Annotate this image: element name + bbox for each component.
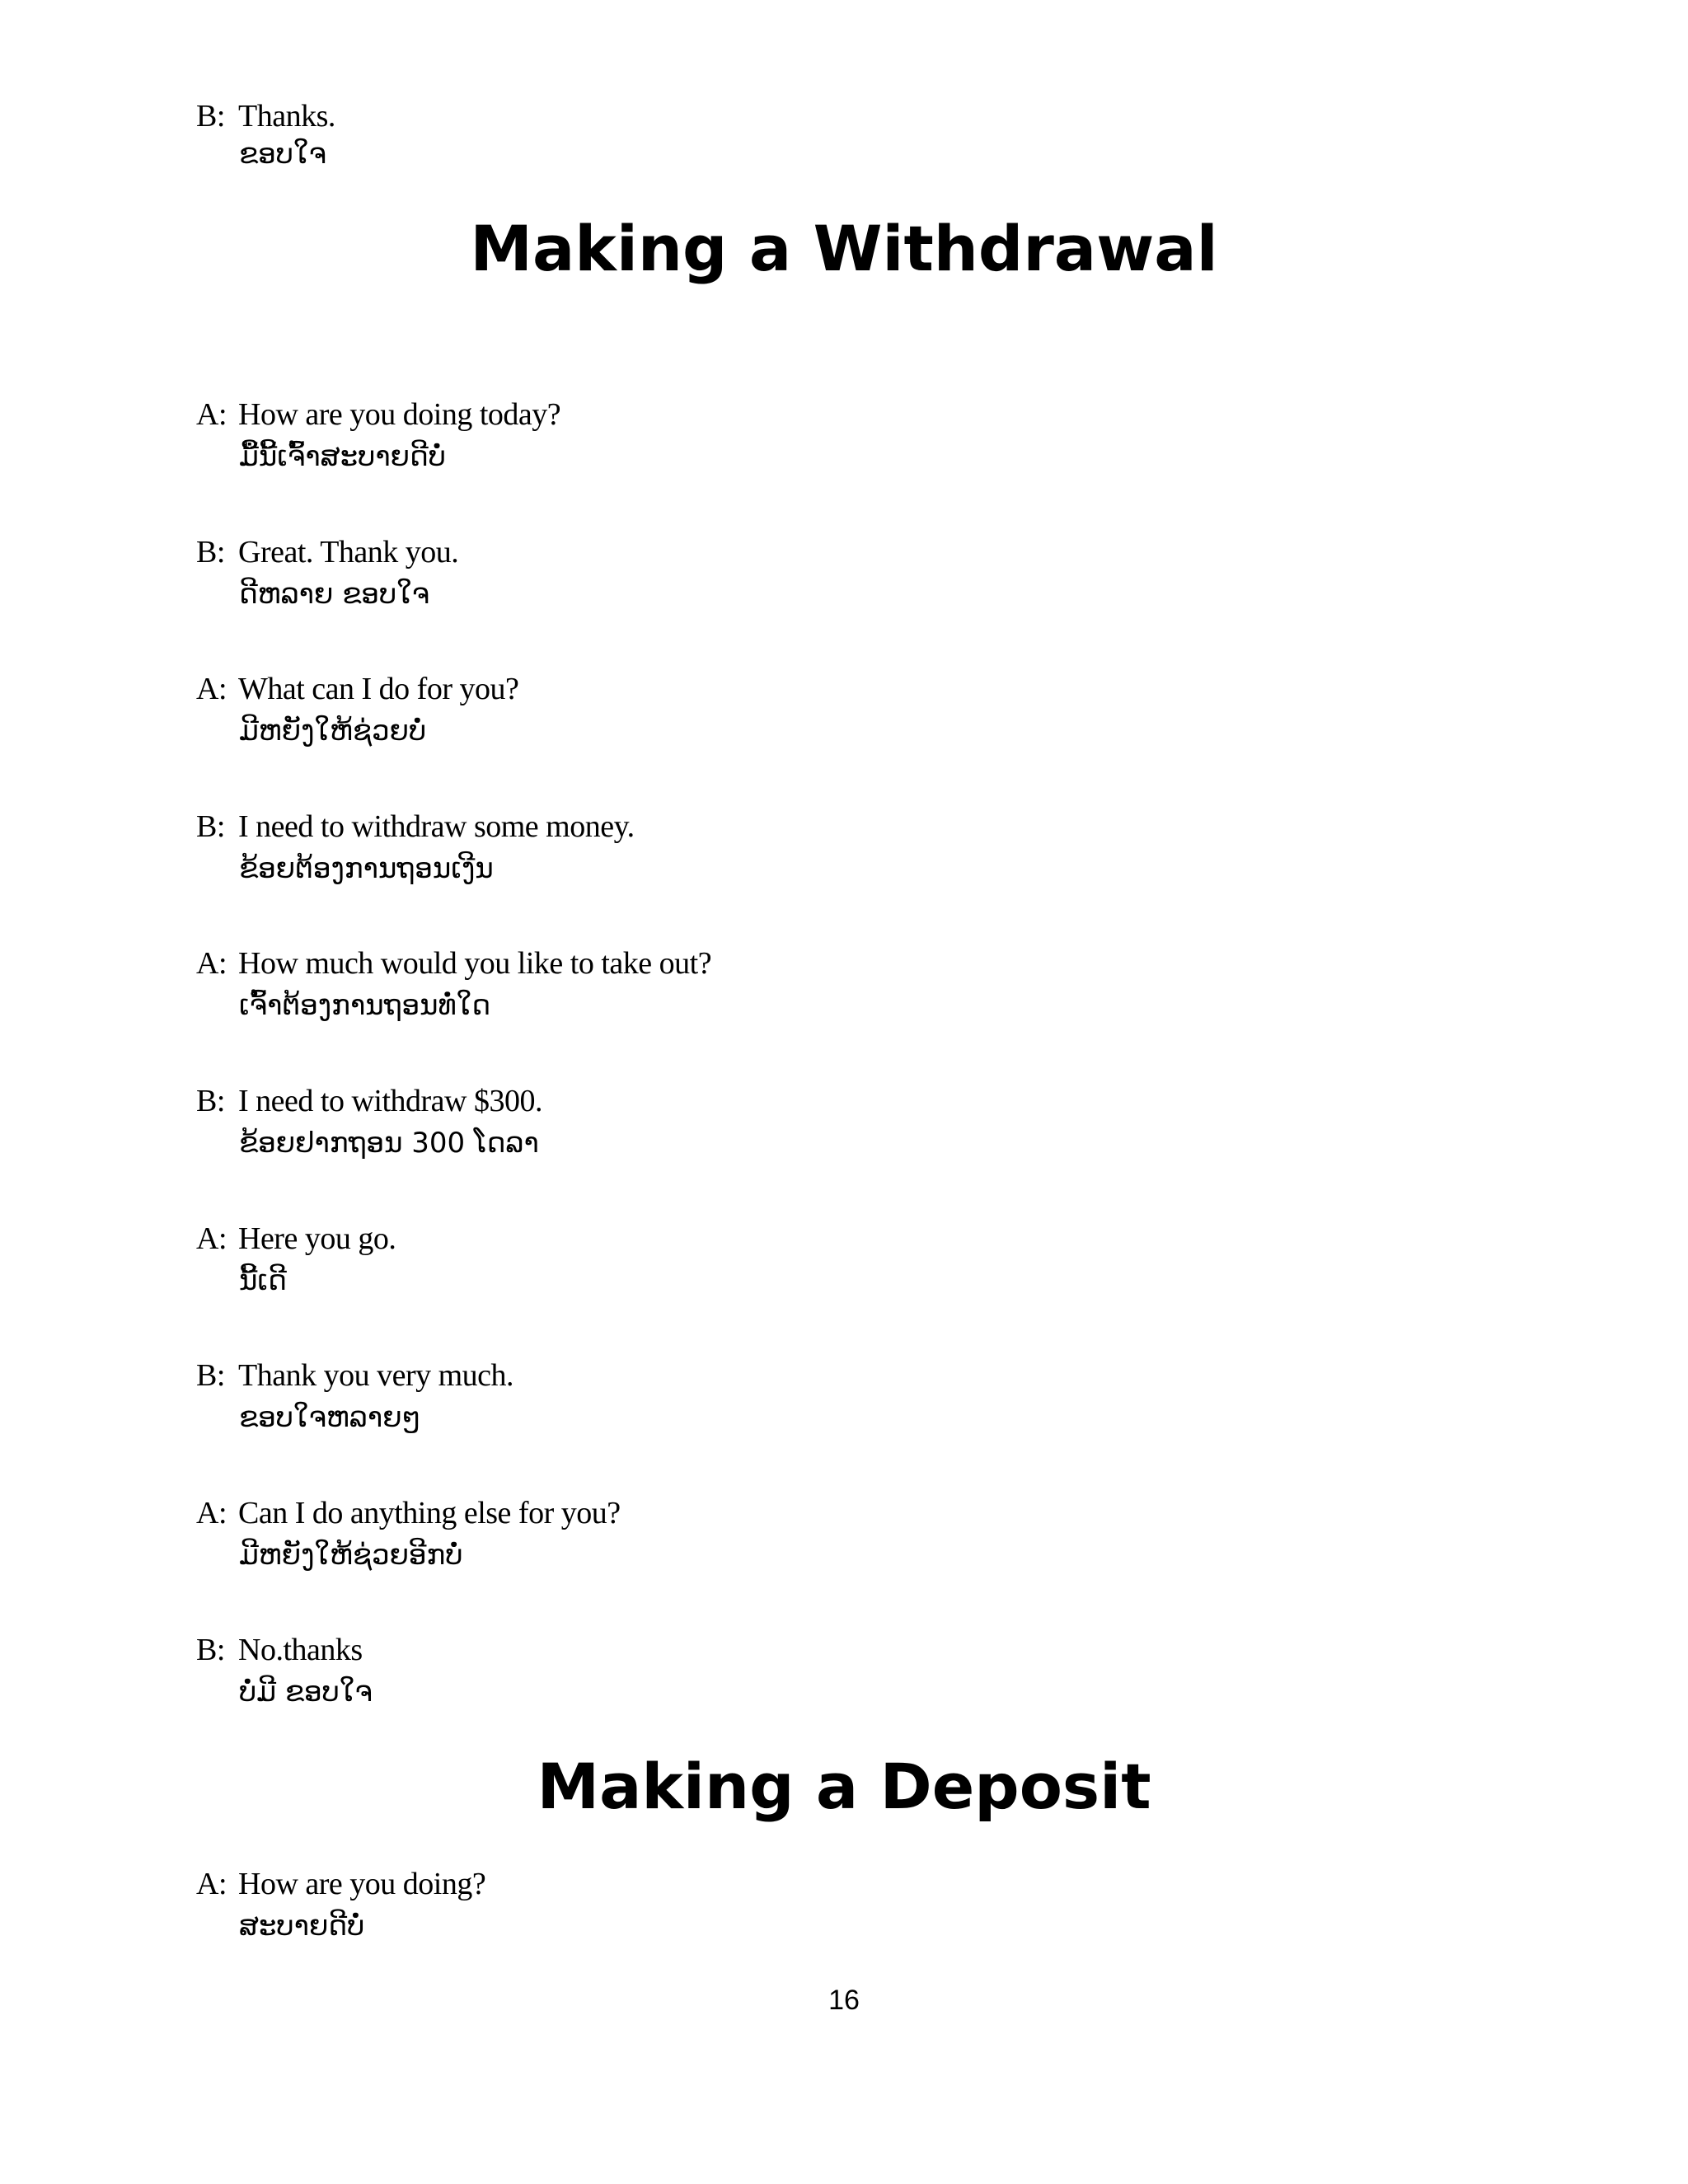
speaker-label: B:	[196, 99, 225, 134]
lao-translation: ດີຫລາຍ ຂອບໃຈ	[239, 578, 430, 611]
english-text: Can I do anything else for you?	[238, 1496, 621, 1530]
dialogue-english-line	[196, 944, 711, 982]
dialogue-english-line	[196, 396, 560, 434]
dialogue-english-line	[196, 1220, 396, 1258]
speaker-label: A:	[196, 672, 227, 706]
speaker-label: A:	[196, 1867, 227, 1901]
lao-translation: ສະບາຍດີບໍ່	[239, 1910, 365, 1943]
section-heading-withdrawal: Making a Withdrawal	[470, 212, 1218, 285]
lao-translation: ມື້ນີ້ເຈົ້າສະບາຍດີບໍ່	[239, 440, 447, 473]
dialogue-english-line	[196, 1631, 363, 1669]
dialogue-english-line	[196, 1865, 485, 1903]
speaker-label: A:	[196, 1496, 227, 1530]
english-text: Great. Thank you.	[238, 535, 459, 569]
english-text: Thank you very much.	[238, 1358, 514, 1393]
lao-translation: ມີຫຍັງໃຫ້ຊ່ວຍບໍ່	[239, 715, 427, 748]
lao-translation: ເຈົ້າຕ້ອງການຖອນທໍ່ໃດ	[239, 989, 491, 1022]
english-text: Thanks.	[238, 99, 335, 134]
speaker-label: B:	[196, 1358, 225, 1393]
dialogue-english-line	[196, 97, 335, 135]
speaker-label: B:	[196, 1633, 225, 1667]
dialogue-english-line	[196, 808, 635, 846]
lao-translation: ຂ້ອຍຕ້ອງການຖອນເງີນ	[239, 852, 494, 885]
lao-translation: ມີຫຍັງໃຫ້ຊ່ວຍອີກບໍ່	[239, 1539, 463, 1572]
dialogue-english-line	[196, 533, 458, 571]
dialogue-english-line	[196, 1082, 542, 1120]
lao-translation: ນີ້ເດີ	[239, 1264, 287, 1297]
english-text: How are you doing today?	[238, 397, 561, 432]
english-text: How much would you like to take out?	[238, 946, 712, 981]
speaker-label: A:	[196, 397, 227, 432]
english-text: What can I do for you?	[238, 672, 519, 706]
english-text: No.thanks	[238, 1633, 363, 1667]
lao-translation: ຂອບໃຈ	[239, 138, 326, 171]
lao-translation: ບໍ່ມີ ຂອບໃຈ	[239, 1675, 373, 1708]
section-heading-deposit: Making a Deposit	[537, 1750, 1151, 1823]
english-text: Here you go.	[238, 1221, 396, 1256]
english-text: I need to withdraw some money.	[238, 809, 635, 844]
speaker-label: B:	[196, 809, 225, 844]
speaker-label: A:	[196, 946, 227, 981]
speaker-label: A:	[196, 1221, 227, 1256]
lao-translation: ຂອບໃຈຫລາຍໆ	[239, 1401, 421, 1434]
page-number: 16	[828, 1985, 860, 2016]
english-text: I need to withdraw $300.	[238, 1084, 542, 1118]
speaker-label: B:	[196, 535, 225, 569]
dialogue-english-line	[196, 670, 518, 708]
speaker-label: B:	[196, 1084, 225, 1118]
lao-translation: ຂ້ອຍຢາກຖອນ 300 ໂດລາ	[239, 1127, 539, 1160]
english-text: How are you doing?	[238, 1867, 486, 1901]
dialogue-english-line	[196, 1357, 513, 1394]
dialogue-english-line	[196, 1494, 621, 1532]
